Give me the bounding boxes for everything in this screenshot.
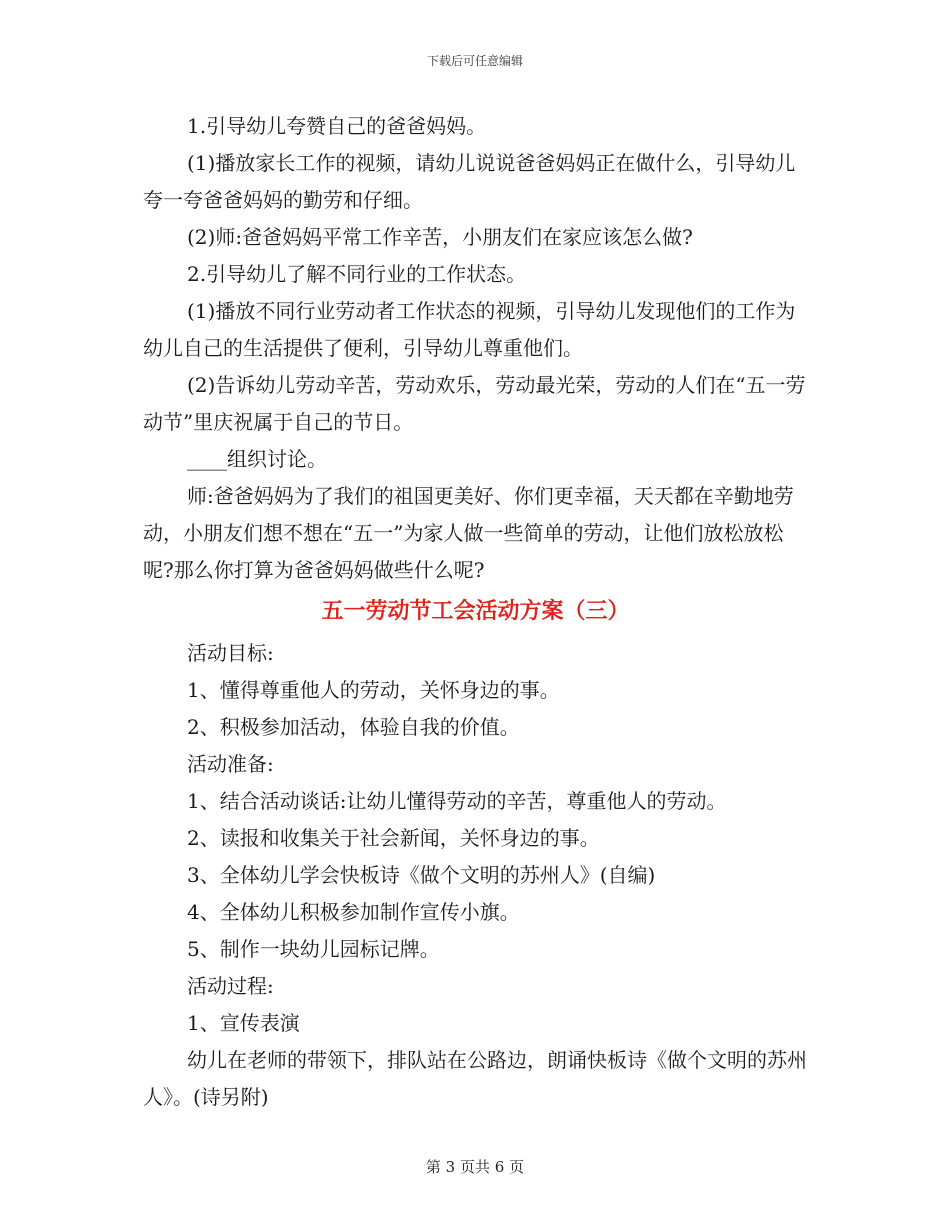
paragraph: 1、懂得尊重他人的劳动，关怀身边的事。	[187, 678, 560, 702]
paragraph: 活动目标:	[187, 641, 274, 665]
paragraph: 2、读报和收集关于社会新闻，关怀身边的事。	[187, 826, 600, 850]
section-heading: 五一劳动节工会活动方案（三）	[321, 599, 630, 624]
paragraph: (2)师:爸爸妈妈平常工作辛苦，小朋友们在家应该怎么做?	[187, 225, 693, 249]
paragraph: 3、全体幼儿学会快板诗《做个文明的苏州人》(自编)	[187, 863, 656, 887]
page-number: 第 3 页共 6 页	[425, 1158, 525, 1176]
paragraph: 活动准备:	[187, 752, 274, 776]
paragraph: 2.引导幼儿了解不同行业的工作状态。	[187, 262, 527, 286]
paragraph: 师:爸爸妈妈为了我们的祖国更美好、你们更幸福，天天都在辛勤地劳动，小朋友们想不想在“五一”为家人做一些简单的劳动，让他们放松放松呢?那么你打算为爸爸妈妈做些什么呢?	[143, 484, 794, 582]
paragraph: 1、结合活动谈话:让幼儿懂得劳动的辛苦，尊重他人的劳动。	[187, 789, 727, 813]
paragraph: 5、制作一块幼儿园标记牌。	[187, 937, 440, 961]
paragraph: 幼儿在老师的带领下，排队站在公路边，朗诵快板诗《做个文明的苏州人》。(诗另附)	[143, 1048, 807, 1109]
paragraph: 1、宣传表演	[187, 1011, 300, 1035]
paragraph: (1)播放家长工作的视频，请幼儿说说爸爸妈妈正在做什么，引导幼儿夸一夸爸爸妈妈的勤劳和仔细。	[143, 151, 796, 212]
paragraph: (2)告诉幼儿劳动辛苦，劳动欢乐，劳动最光荣，劳动的人们在“五一劳动节”里庆祝属于自己的节日。	[143, 373, 806, 434]
paragraph: 1.引导幼儿夸赞自己的爸爸妈妈。	[187, 114, 487, 138]
paragraph: 活动过程:	[187, 974, 274, 998]
paragraph: (1)播放不同行业劳动者工作状态的视频，引导幼儿发现他们的工作为幼儿自己的生活提供了便利，引导幼儿尊重他们。	[143, 299, 796, 360]
page-header-note: 下载后可任意编辑	[426, 54, 523, 68]
paragraph: ____组织讨论。	[187, 447, 327, 471]
paragraph: 4、全体幼儿积极参加制作宣传小旗。	[187, 900, 520, 924]
paragraph: 2、积极参加活动，体验自我的价值。	[187, 715, 520, 739]
document-body	[143, 108, 808, 1116]
